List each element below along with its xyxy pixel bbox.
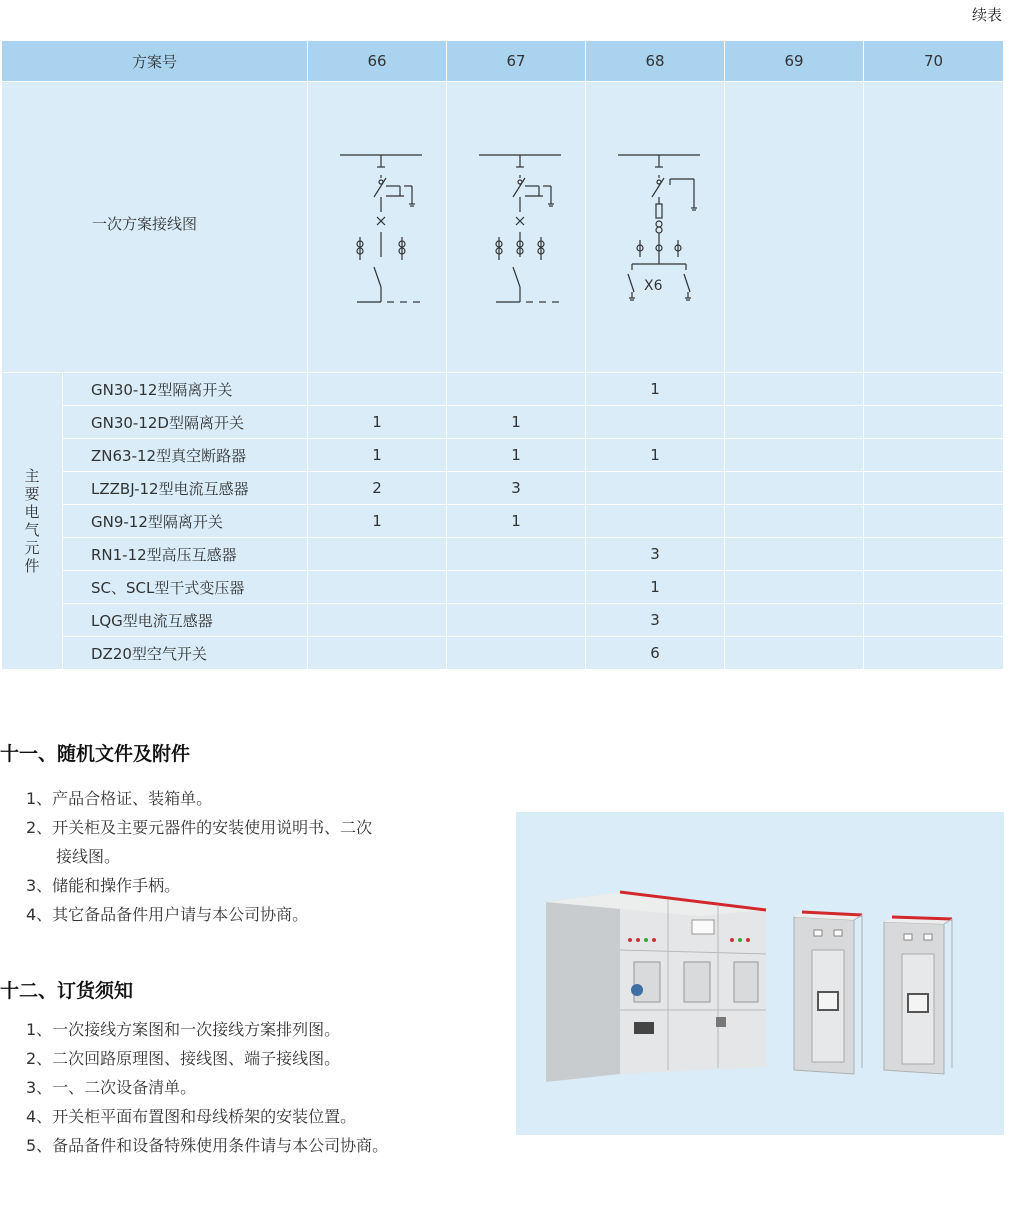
table-cell: 1 (586, 571, 725, 604)
table-cell: 3 (586, 538, 725, 571)
section-12-title: 十二、订货须知 (0, 980, 134, 1002)
diagram-row-label-text: 一次方案接线图 (92, 214, 198, 233)
table-cell: 6 (586, 637, 725, 670)
section-11-list (26, 784, 372, 929)
scheme-col-69: 69 (725, 41, 864, 82)
table-row (2, 604, 1004, 637)
table-cell: 1 (308, 406, 447, 439)
component-name: LZZBJ-12型电流互感器 (63, 472, 308, 505)
wiring-diagram-66 (308, 82, 447, 373)
table-cell (308, 604, 447, 637)
diagram-68-label: X6 (644, 278, 663, 294)
table-row (2, 505, 1004, 538)
switchgear-cabinets-image (516, 812, 1004, 1135)
list-item-text: 1、产品合格证、装箱单。 (26, 789, 213, 808)
component-name: SC、SCL型干式变压器 (63, 571, 308, 604)
list-item: 3、一、二次设备清单。 (26, 1078, 197, 1097)
table-cell (864, 406, 1004, 439)
component-name: GN30-12D型隔离开关 (63, 406, 308, 439)
table-row (2, 538, 1004, 571)
component-name: GN9-12型隔离开关 (63, 505, 308, 538)
section-12-list (26, 1015, 388, 1160)
table-cell (586, 472, 725, 505)
wiring-diagram-68 (586, 82, 725, 373)
table-row (2, 472, 1004, 505)
table-cell (725, 604, 864, 637)
table-cell: 3 (586, 604, 725, 637)
table-cell (725, 439, 864, 472)
table-cell (447, 373, 586, 406)
table-cell (725, 571, 864, 604)
table-cell: 1 (308, 505, 447, 538)
group-label-cell (2, 373, 63, 670)
list-item: 4、开关柜平面布置图和母线桥架的安装位置。 (26, 1107, 357, 1126)
table-cell: 1 (308, 439, 447, 472)
table-cell (725, 637, 864, 670)
scheme-number-header: 方案号 (2, 41, 308, 82)
scheme-col-70: 70 (864, 41, 1004, 82)
component-name: DZ20型空气开关 (63, 637, 308, 670)
table-row (2, 439, 1004, 472)
table-cell (725, 406, 864, 439)
wiring-diagram-67 (447, 82, 586, 373)
wiring-diagram-icon (451, 82, 581, 372)
table-cell: 1 (586, 373, 725, 406)
list-item (26, 784, 372, 813)
table-cell: 2 (308, 472, 447, 505)
table-cell (447, 604, 586, 637)
table-cell (447, 571, 586, 604)
component-name: ZN63-12型真空断路器 (63, 439, 308, 472)
list-item: 2、二次回路原理图、接线图、端子接线图。 (26, 1049, 341, 1068)
table-row (2, 373, 1004, 406)
table-row (2, 571, 1004, 604)
group-label: 主要电气元件 (24, 467, 40, 575)
scheme-table (1, 40, 1004, 670)
table-cell (447, 538, 586, 571)
component-name: GN30-12型隔离开关 (63, 373, 308, 406)
list-item (26, 871, 372, 900)
table-cell: 1 (447, 406, 586, 439)
diagram-row (2, 82, 1004, 373)
table-cell (864, 637, 1004, 670)
table-cell (864, 373, 1004, 406)
table-cell (725, 472, 864, 505)
diagram-row-label (2, 82, 308, 373)
table-cell (864, 571, 1004, 604)
table-row (2, 406, 1004, 439)
table-cell (308, 373, 447, 406)
switchgear-photo (516, 812, 1004, 1135)
table-cell (308, 538, 447, 571)
scheme-col-68: 68 (586, 41, 725, 82)
table-cell (586, 406, 725, 439)
wiring-diagram-icon (312, 82, 442, 372)
table-cell (308, 571, 447, 604)
list-item-continuation: 接线图。 (56, 847, 121, 866)
list-item-text: 4、其它备品备件用户请与本公司协商。 (26, 905, 309, 924)
list-item: 5、备品备件和设备特殊使用条件请与本公司协商。 (26, 1136, 389, 1155)
table-cell (447, 637, 586, 670)
list-item (26, 813, 372, 871)
continued-label: 续表 (971, 6, 1002, 24)
wiring-diagram-69 (725, 82, 864, 373)
table-cell (864, 439, 1004, 472)
list-item-text: 2、开关柜及主要元器件的安装使用说明书、二次 (26, 818, 373, 837)
table-cell (864, 538, 1004, 571)
table-cell: 1 (447, 505, 586, 538)
table-header-row (2, 41, 1004, 82)
table-cell (725, 538, 864, 571)
table-cell (864, 472, 1004, 505)
section-11-title: 十一、随机文件及附件 (0, 743, 191, 765)
table-cell (864, 604, 1004, 637)
list-item (26, 900, 372, 929)
scheme-col-67: 67 (447, 41, 586, 82)
table-cell (864, 505, 1004, 538)
wiring-diagram-70 (864, 82, 1004, 373)
scheme-col-66: 66 (308, 41, 447, 82)
table-row (2, 637, 1004, 670)
component-name: LQG型电流互感器 (63, 604, 308, 637)
table-cell (725, 373, 864, 406)
table-cell (586, 505, 725, 538)
component-name: RN1-12型高压互感器 (63, 538, 308, 571)
list-item-text: 3、储能和操作手柄。 (26, 876, 181, 895)
table-cell: 1 (586, 439, 725, 472)
list-item: 1、一次接线方案图和一次接线方案排列图。 (26, 1020, 341, 1039)
wiring-diagram-icon (590, 82, 720, 372)
table-cell: 3 (447, 472, 586, 505)
table-cell: 1 (447, 439, 586, 472)
table-cell (308, 637, 447, 670)
table-cell (725, 505, 864, 538)
